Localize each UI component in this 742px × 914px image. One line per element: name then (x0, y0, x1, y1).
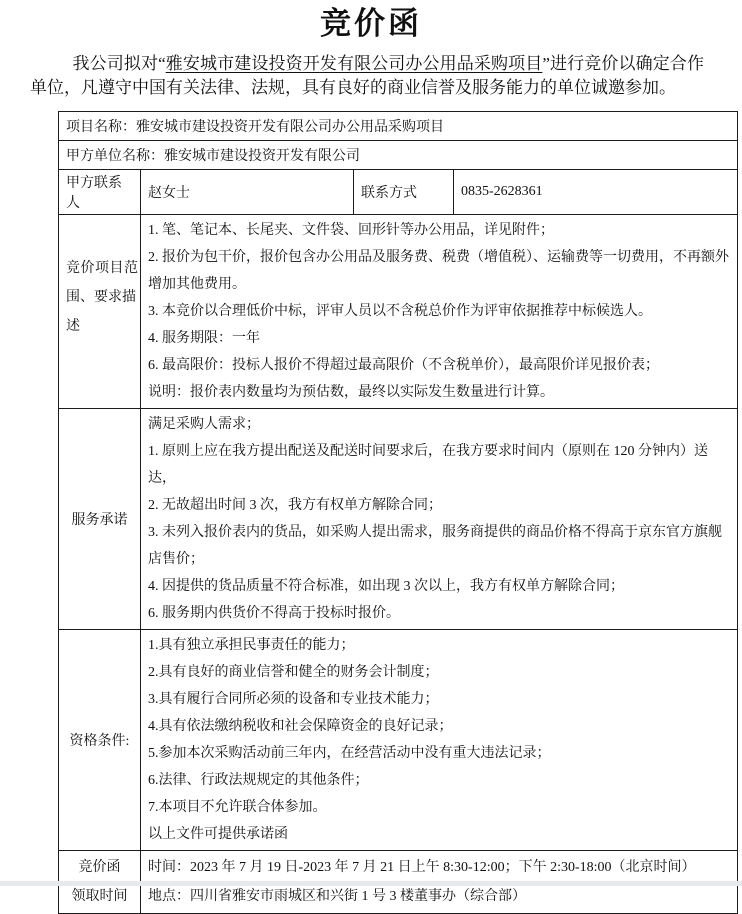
project-name-row (59, 112, 738, 141)
pickup-label-line1: 竞价函 (78, 860, 121, 875)
qualification-line: 6.法律、行政法规规定的其他条件； (148, 773, 369, 788)
scope-row (59, 215, 738, 409)
bid-info-table (58, 111, 738, 914)
scope-label-cell (59, 215, 141, 409)
service-line: 2. 无故超出时间 3 次，我方有权单方解除合同； (148, 498, 442, 513)
scope-line: 3. 本竞价以合理低价中标，评审人员以不含税总价作为评审依据推荐中标候选人。 (148, 304, 652, 319)
qualification-line: 5.参加本次采购活动前三年内，在经营活动中没有重大违法记录； (148, 746, 551, 761)
qualification-content-cell (141, 630, 738, 851)
pickup-line: 时间：2023 年 7 月 19 日-2023 年 7 月 21 日上午 8:30-12:00；下午 2:30-18:00（北京时间） (148, 860, 696, 875)
project-name-underlined: 雅安城市建设投资开发有限公司办公用品采购项目 (165, 54, 543, 73)
scope-content-cell (141, 215, 738, 409)
scope-label (66, 254, 138, 370)
contact-label: 甲方联系人 (59, 170, 141, 215)
scope-line: 6. 最高限价：投标人报价不得超过最高限价（不含税单价），最高限价详见报价表； (148, 358, 659, 373)
service-line: 1. 原则上应在我方提出配送及配送时间要求后，在我方要求时间内（原则在 120 分钟内）送达， (148, 444, 708, 486)
intro-suffix: ”进行竞价以确定合作单位，凡遵守中国有关法律、法规，具有良好的商业信誉及服务能力的单位诚邀参加。 (30, 54, 705, 97)
party-a-row (59, 141, 738, 170)
project-name-cell: 项目名称：雅安城市建设投资开发有限公司办公用品采购项目 (59, 112, 738, 141)
service-content-cell (141, 409, 738, 630)
scope-label-text-last: 述 (66, 318, 80, 334)
qualification-line: 以上文件可提供承诺函 (148, 827, 288, 842)
service-row (59, 409, 738, 630)
service-line: 4. 因提供的货品质量不符合标准，如出现 3 次以上，我方有权单方解除合同； (148, 579, 624, 594)
qualification-line: 4.具有依法缴纳税收和社会保障资金的良好记录； (148, 719, 453, 734)
qualification-row (59, 630, 738, 851)
service-line: 6. 服务期内供货价不得高于投标时报价。 (148, 606, 400, 621)
qualification-label: 资格条件: (59, 630, 141, 851)
scope-label-text: 竞价项目范围、要求描 (66, 260, 138, 305)
page-title: 竞价函 (320, 6, 422, 41)
service-line: 满足采购人需求； (148, 417, 260, 432)
contact-method-value: 0835-2628361 (454, 170, 738, 215)
pickup-line: 地点：四川省雅安市雨城区和兴街 1 号 3 楼董事办（综合部） (148, 889, 526, 904)
scope-line: 1. 笔、笔记本、长尾夹、文件袋、回形针等办公用品，详见附件； (148, 223, 554, 238)
qualification-line: 2.具有良好的商业信誉和健全的财务会计制度； (148, 665, 439, 680)
intro-paragraph (30, 52, 704, 100)
qualification-line: 3.具有履行合同所必须的设备和专业技术能力； (148, 692, 439, 707)
qualification-line: 7.本项目不允许联合体参加。 (148, 800, 327, 815)
contact-row (59, 170, 738, 215)
party-a-cell: 甲方单位名称：雅安城市建设投资开发有限公司 (59, 141, 738, 170)
document-page (0, 4, 742, 904)
contact-method-label: 联系方式 (354, 170, 454, 215)
scope-line: 4. 服务期限：一年 (148, 331, 260, 346)
service-label: 服务承诺 (59, 409, 141, 630)
scope-line: 2. 报价为包干价，报价包含办公用品及服务费、税费（增值税）、运输费等一切费用，不再额外增加其他费用。 (148, 250, 729, 292)
qualification-line: 1.具有独立承担民事责任的能力； (148, 638, 355, 653)
scan-edge-strip (0, 881, 742, 886)
contact-name: 赵女士 (141, 170, 354, 215)
pickup-label-line2: 领取时间 (71, 889, 128, 904)
service-line: 3. 未列入报价表内的货品，如采购人提出需求，服务商提供的商品价格不得高于京东官方旗舰店售价； (148, 525, 722, 567)
scope-line: 说明：报价表内数量均为预估数，最终以实际发生数量进行计算。 (148, 385, 554, 400)
intro-prefix: 我公司拟对“ (72, 54, 166, 73)
